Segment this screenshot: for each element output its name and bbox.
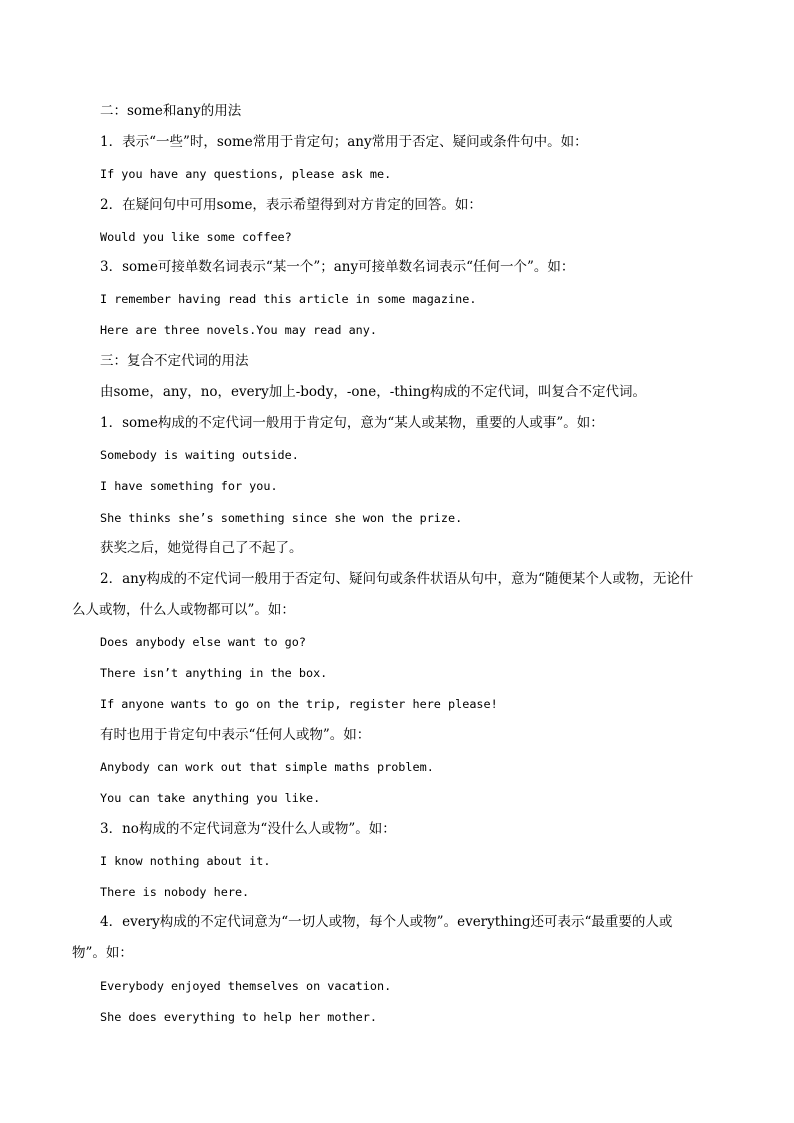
rule-no-compound: 3．no构成的不定代词意为“没什么人或物”。如： bbox=[100, 821, 396, 837]
example-sentence: She does everything to help her mother. bbox=[100, 1010, 377, 1024]
translation-line: 获奖之后，她觉得自己了不起了。 bbox=[100, 540, 303, 556]
example-sentence: If anyone wants to go on the trip, register here please! bbox=[100, 697, 498, 711]
example-sentence: If you have any questions, please ask me. bbox=[100, 167, 392, 181]
section-heading-compound-pronouns: 三：复合不定代词的用法 bbox=[100, 353, 249, 369]
example-sentence: She thinks she’s something since she won the prize. bbox=[100, 511, 463, 525]
example-sentence: Anybody can work out that simple maths problem. bbox=[100, 760, 434, 774]
example-sentence: You can take anything you like. bbox=[100, 791, 321, 805]
rule-any-compound-continued: 么人或物，什么人或物都可以”。如： bbox=[72, 602, 295, 618]
note-line: 有时也用于肯定句中表示“任何人或物”。如： bbox=[100, 727, 371, 743]
rule-every-compound-continued: 物”。如： bbox=[72, 945, 133, 961]
section-heading-some-any: 二：some和any的用法 bbox=[100, 103, 242, 119]
example-sentence: There is nobody here. bbox=[100, 885, 250, 899]
rule-any-compound: 2．any构成的不定代词一般用于否定句、疑问句或条件状语从句中，意为“随便某个人或物，无论什 bbox=[100, 571, 694, 587]
example-sentence: There isn’t anything in the box. bbox=[100, 666, 328, 680]
intro-paragraph: 由some，any，no，every加上-body，-one，-thing构成的不定代词，叫复合不定代词。 bbox=[100, 384, 647, 400]
example-sentence: Here are three novels.You may read any. bbox=[100, 323, 377, 337]
rule-2: 2．在疑问句中可用some，表示希望得到对方肯定的回答。如： bbox=[100, 197, 482, 213]
example-sentence: Does anybody else want to go? bbox=[100, 635, 306, 649]
example-sentence: I remember having read this article in some magazine. bbox=[100, 292, 477, 306]
rule-some-compound: 1．some构成的不定代词一般用于肯定句，意为“某人或某物，重要的人或事”。如： bbox=[100, 415, 604, 431]
rule-3: 3．some可接单数名词表示“某一个”；any可接单数名词表示“任何一个”。如： bbox=[100, 259, 575, 275]
rule-1: 1．表示“一些”时，some常用于肯定句；any常用于否定、疑问或条件句中。如： bbox=[100, 134, 588, 150]
rule-every-compound: 4．every构成的不定代词意为“一切人或物，每个人或物”。everything还可表示“最重要的人或 bbox=[100, 914, 673, 930]
example-sentence: I have something for you. bbox=[100, 479, 278, 493]
example-sentence: Would you like some coffee? bbox=[100, 230, 292, 244]
example-sentence: Everybody enjoyed themselves on vacation. bbox=[100, 979, 392, 993]
example-sentence: Somebody is waiting outside. bbox=[100, 448, 299, 462]
example-sentence: I know nothing about it. bbox=[100, 854, 271, 868]
